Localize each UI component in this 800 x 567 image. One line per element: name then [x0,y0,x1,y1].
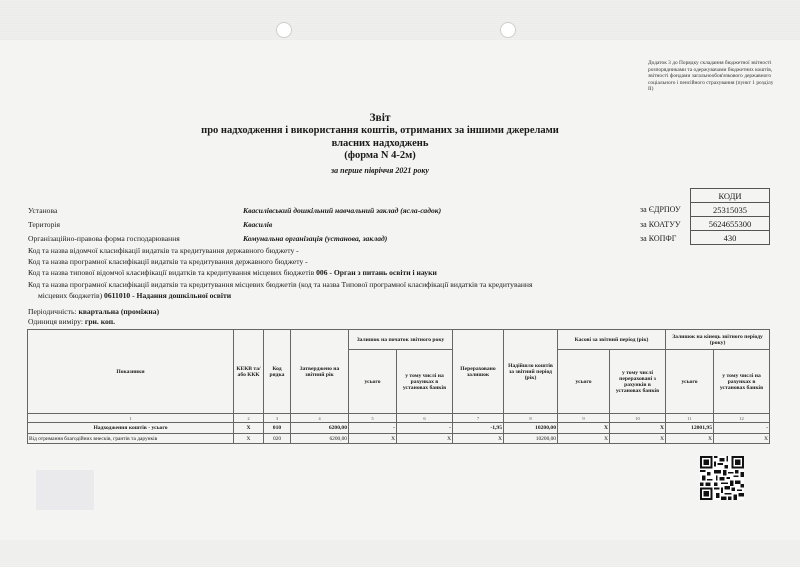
institution-label: Установа [28,206,58,215]
col-received: Надійшло коштів за звітний період (рік) [504,330,558,414]
org-form-value: Комунальна організація (установа, заклад) [243,234,388,243]
col-approved: Затверджено на звітний рік [291,330,349,414]
dept-class-row: Код та назва відомчої класифікації видатків та кредитування державного бюджету - [28,246,299,255]
local-prog-row: Код та назва програмної класифікації видатків та кредитування місцевих бюджетів (код та назва Типової програмної класифікації видатків та кредитування [28,280,533,289]
koatuu-label: за КОАТУУ [640,219,681,229]
col-num: 6 [397,414,453,423]
institution-value: Квасилівський дошкільний навчальний заклад (ясла-садок) [243,206,442,215]
cell-indicator: Від отримання благодійних внесків, грантів та дарунків [28,434,234,444]
col-num: 8 [504,414,558,423]
codes-header: КОДИ [691,189,770,203]
col-transferred: Перераховано залишок [453,330,504,414]
cell-indicator: Надходження коштів - усього [28,423,234,434]
report-period: за перше півріччя 2021 року [331,165,429,175]
codes-labels [640,203,681,247]
col-kekv: КЕКВ та/або ККК [234,330,264,414]
scan-noise-bottom [0,540,800,567]
cell-transferred: -1,95 [453,423,504,434]
title-line2: про надходження і використання коштів, отриманих за іншими джерелами [201,125,559,136]
col-end-total: усього [666,350,714,414]
territory-value: Квасилів [243,220,273,229]
col-num: 3 [264,414,291,423]
koatuu-code: 5624655300 [691,217,770,231]
unit-value: грн. коп. [84,317,116,326]
org-form-row [28,234,388,243]
unit-label: Одиниця виміру: [28,317,83,326]
title-line3: власних надходжень [331,137,429,149]
local-prog-row2 [38,291,231,300]
col-num: 12 [714,414,770,423]
report-title [160,112,600,175]
col-spent-total: усього [558,350,610,414]
punch-hole [500,22,516,38]
table-row [28,434,770,444]
appendix-note: Додаток 3 до Порядку складання бюджетної звітності розпорядниками та одержувачами бюджетних коштів, звітності фондами загальнообов'язкового державного соціального і пенсійного страхування (пункт 1 розділу II) [648,60,774,93]
cell-spent-banks: X [610,423,666,434]
institution-row [28,206,442,215]
col-spent: Касові за звітний період (рік) [558,330,666,350]
col-spent-banks: у тому числі перераховані з рахунків в установах банків [610,350,666,414]
cell-begin: X [349,434,397,444]
kopfg-code: 430 [691,231,770,245]
cell-received: 10200,00 [504,434,558,444]
typical-class-row [28,268,437,277]
edrpou-code: 25315035 [691,203,770,217]
prog-class-row: Код та назва програмної класифікації видатків та кредитування державного бюджету - [28,257,308,266]
cell-kekv: X [234,434,264,444]
local-prog-value: 0611010 - Надання дошкільної освіти [104,291,232,300]
cell-code: 010 [264,423,291,434]
cell-spent: X [558,423,610,434]
col-num: 7 [453,414,504,423]
col-begin-balance: Залишок на початок звітного року [349,330,453,350]
title-line1: Звіт [369,112,391,124]
col-begin-total: усього [349,350,397,414]
cell-code: 020 [264,434,291,444]
cell-kekv: X [234,423,264,434]
cell-approved: 6200,00 [291,434,349,444]
punch-hole [276,22,292,38]
kopfg-label: за КОПФГ [640,234,677,243]
cell-end-banks: - [714,423,770,434]
org-form-label: Організаційно-правова форма господарювання [28,234,180,243]
cell-spent: X [558,434,610,444]
unit-row [28,317,115,326]
col-end-banks: у тому числі на рахунках в установах банків [714,350,770,414]
title-line4: (форма N 4-2м) [344,150,416,161]
cell-begin-banks: - [397,423,453,434]
cell-begin: - [349,423,397,434]
local-prog-label2: місцевих бюджетів) [38,291,103,300]
col-begin-banks: у тому числі на рахунках в установах банків [397,350,453,414]
scan-noise-top [0,0,800,40]
periodicity-label: Періодичність: [28,307,77,316]
cell-end: 12001,95 [666,423,714,434]
col-num: 9 [558,414,610,423]
cell-approved: 6200,00 [291,423,349,434]
territory-label: Територія [28,220,60,229]
periodicity-value: квартальна (проміжна) [78,307,160,316]
col-num: 10 [610,414,666,423]
table-row [28,423,770,434]
col-num: 2 [234,414,264,423]
col-num: 5 [349,414,397,423]
report-table [27,329,770,444]
cell-spent-banks: X [610,434,666,444]
typical-class-value: 006 - Орган з питань освіти і науки [316,268,437,277]
typical-class-label: Код та назва типової відомчої класифікації видатків та кредитування місцевих бюджетів [28,268,315,277]
codes-table [690,188,770,245]
qr-code-icon [700,456,744,500]
col-num: 1 [28,414,234,423]
periodicity-row [28,307,159,316]
col-indicator: Показники [28,330,234,414]
cell-transferred: X [453,434,504,444]
col-row-code: Код рядка [264,330,291,414]
column-numbers-row [28,414,770,423]
col-num: 4 [291,414,349,423]
edrpou-label: за ЄДРПОУ [640,205,681,214]
cell-end: X [666,434,714,444]
scan-smudge [36,470,94,510]
col-end-balance: Залишок на кінець звітного періоду (року) [666,330,770,350]
col-num: 11 [666,414,714,423]
cell-end-banks: X [714,434,770,444]
cell-received: 10200,00 [504,423,558,434]
cell-begin-banks: X [397,434,453,444]
territory-row [28,220,273,229]
